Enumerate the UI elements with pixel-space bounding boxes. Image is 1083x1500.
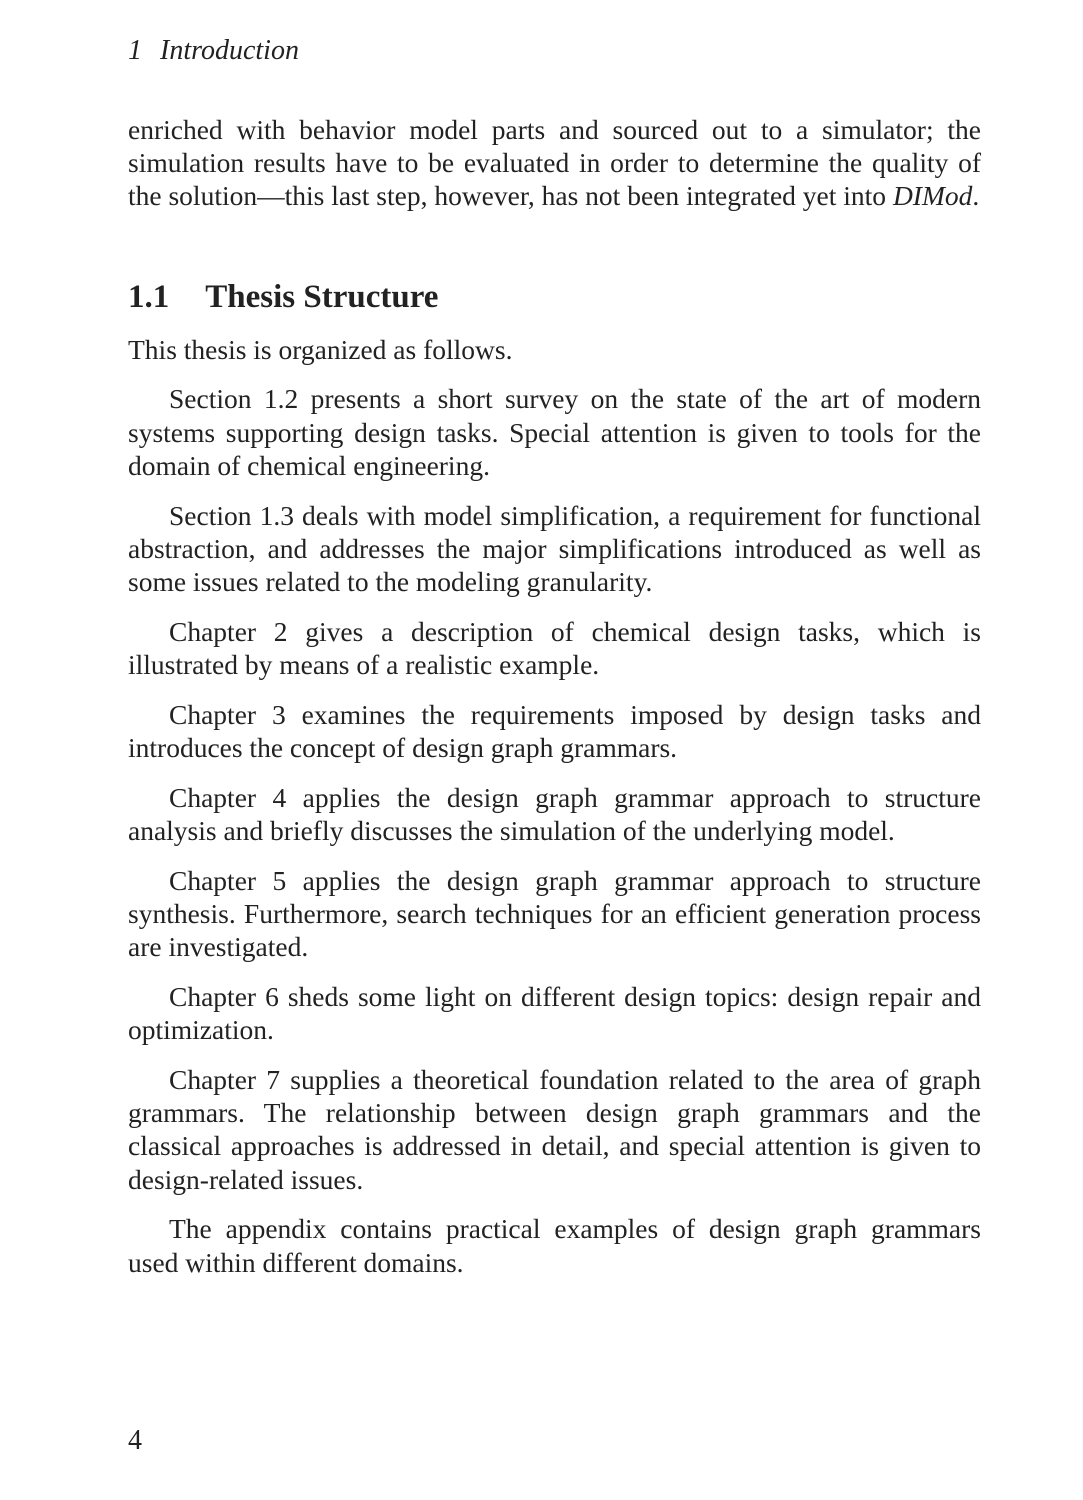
page-body bbox=[128, 113, 981, 1279]
running-head-chapter-title: Introduction bbox=[160, 35, 299, 66]
section-heading bbox=[128, 277, 981, 317]
intro-emphasis-dimod: DIMod bbox=[892, 180, 973, 212]
paragraph-chapter-4: Chapter 4 applies the design graph grammar approach to structure analysis and briefly discusses the simulation of the underlying model. bbox=[128, 781, 981, 847]
paragraph-section-1-2: Section 1.2 presents a short survey on the state of the art of modern systems supporting design tasks. Special attention is given to tools for the domain of chemical engineering. bbox=[128, 383, 981, 481]
page-number: 4 bbox=[128, 1425, 142, 1456]
section-title: Thesis Structure bbox=[205, 278, 439, 315]
section-number: 1.1 bbox=[128, 278, 170, 315]
intro-text: enriched with behavior model parts and sourced out to a simulator; the simulation results have to be evaluated in order to determine the quality of the solution—this last step, however, has not been integrated yet into bbox=[128, 114, 981, 212]
running-head bbox=[128, 34, 299, 68]
paragraph-chapter-2: Chapter 2 gives a description of chemical design tasks, which is illustrated by means of a realistic example. bbox=[128, 615, 981, 681]
running-head-chapter-number: 1 bbox=[128, 35, 142, 66]
paragraph-chapter-6: Chapter 6 sheds some light on different design topics: design repair and optimization. bbox=[128, 981, 981, 1046]
intro-text-end: . bbox=[972, 180, 980, 212]
paragraph-section-1-3: Section 1.3 deals with model simplification, a requirement for functional abstraction, and addresses the major simplifications introduced as well as some issues related to the modeling granularity. bbox=[128, 499, 981, 598]
paragraph-chapter-3: Chapter 3 examines the requirements imposed by design tasks and introduces the concept of design graph grammars. bbox=[128, 698, 981, 764]
opening-sentence: This thesis is organized as follows. bbox=[128, 333, 513, 365]
paragraph-chapter-7: Chapter 7 supplies a theoretical foundation related to the area of graph grammars. The relationship between design graph grammars and the classical approaches is addressed in detail, and special attention is given to design-related issues. bbox=[128, 1064, 981, 1195]
intro-paragraph bbox=[128, 113, 981, 213]
paragraph-appendix: The appendix contains practical examples of design graph grammars used within different domains. bbox=[128, 1213, 981, 1278]
paragraph-chapter-5: Chapter 5 applies the design graph grammar approach to structure synthesis. Furthermore, search techniques for an efficient generation process are investigated. bbox=[128, 864, 981, 963]
